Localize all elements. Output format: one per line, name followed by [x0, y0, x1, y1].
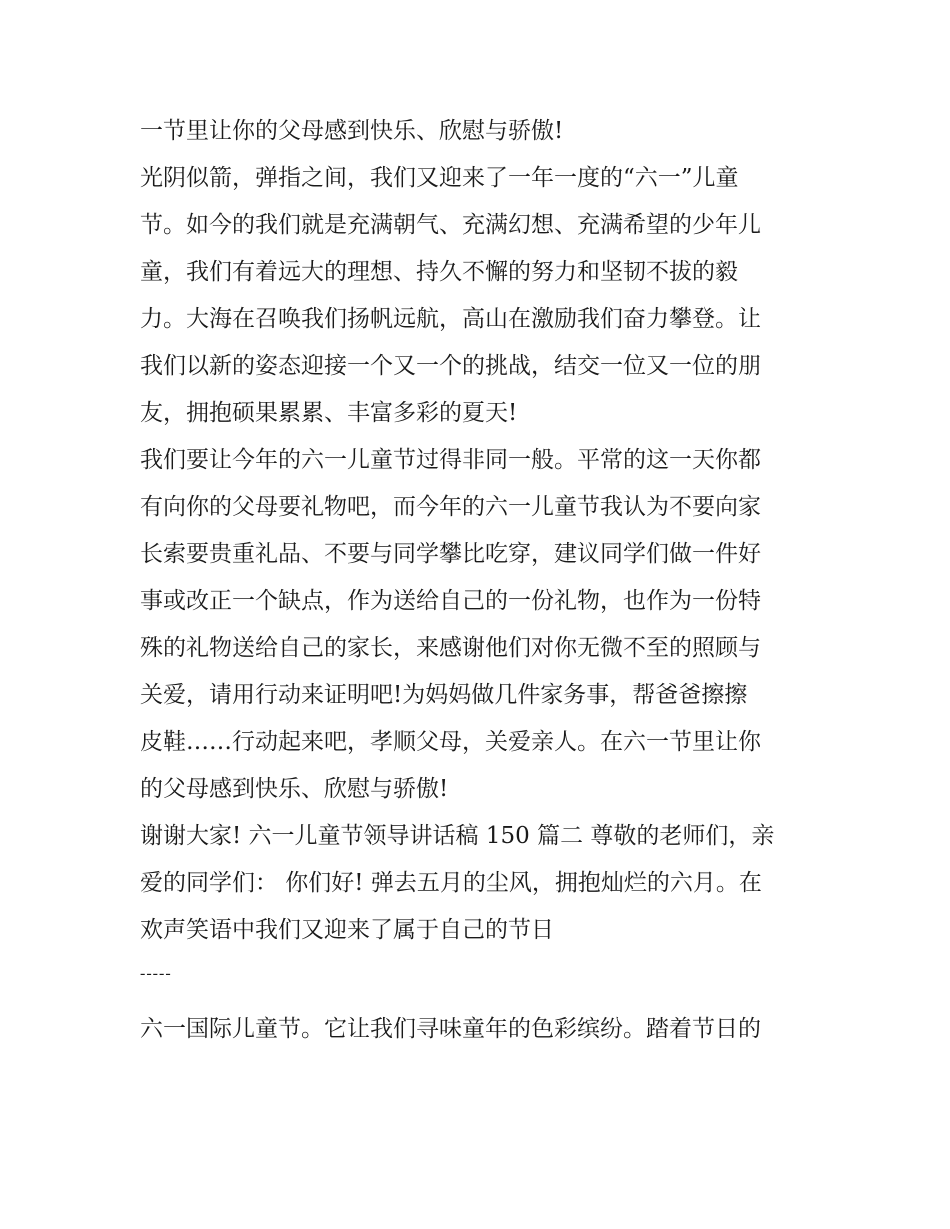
- text-line: 爱的同学们： 你们好! 弹去五月的尘风，拥抱灿烂的六月。在: [140, 870, 762, 896]
- text-line: 的父母感到快乐、欣慰与骄傲!: [140, 776, 449, 802]
- text-line: 长索要贵重礼品、不要与同学攀比吃穿，建议同学们做一件好: [140, 541, 761, 567]
- text-line: 谢谢大家! 六一儿童节领导讲话稿 150 篇二 尊敬的老师们，亲: [140, 823, 775, 849]
- text-line: 光阴似箭，弹指之间，我们又迎来了一年一度的“六一”儿童: [140, 165, 739, 191]
- text-line: 欢声笑语中我们又迎来了属于自己的节日: [140, 917, 554, 943]
- text-line: 节。如今的我们就是充满朝气、充满幻想、充满希望的少年儿: [140, 212, 761, 238]
- text-line: 我们以新的姿态迎接一个又一个的挑战，结交一位又一位的朋: [140, 353, 761, 379]
- text-line: 殊的礼物送给自己的家长，来感谢他们对你无微不至的照顾与: [140, 635, 761, 661]
- text-line: 皮鞋……行动起来吧，孝顺父母，关爱亲人。在六一节里让你: [140, 729, 761, 755]
- text-line: 六一国际儿童节。它让我们寻味童年的色彩缤纷。踏着节日的: [140, 1016, 761, 1042]
- document-body: [140, 108, 820, 1053]
- text-line: 力。大海在召唤我们扬帆远航，高山在激励我们奋力攀登。让: [140, 306, 761, 332]
- text-line: 有向你的父母要礼物吧，而今年的六一儿童节我认为不要向家: [140, 494, 761, 520]
- text-line: 童，我们有着远大的理想、持久不懈的努力和坚韧不拔的毅: [140, 259, 738, 285]
- text-line: 我们要让今年的六一儿童节过得非同一般。平常的这一天你都: [140, 447, 761, 473]
- text-line: 事或改正一个缺点，作为送给自己的一份礼物，也作为一份特: [140, 588, 761, 614]
- section-divider: -----: [140, 965, 172, 982]
- text-line: 一节里让你的父母感到快乐、欣慰与骄傲!: [140, 118, 564, 144]
- text-line: 关爱，请用行动来证明吧!为妈妈做几件家务事，帮爸爸擦擦: [140, 682, 748, 708]
- text-line: 友，拥抱硕果累累、丰富多彩的夏天!: [140, 400, 518, 426]
